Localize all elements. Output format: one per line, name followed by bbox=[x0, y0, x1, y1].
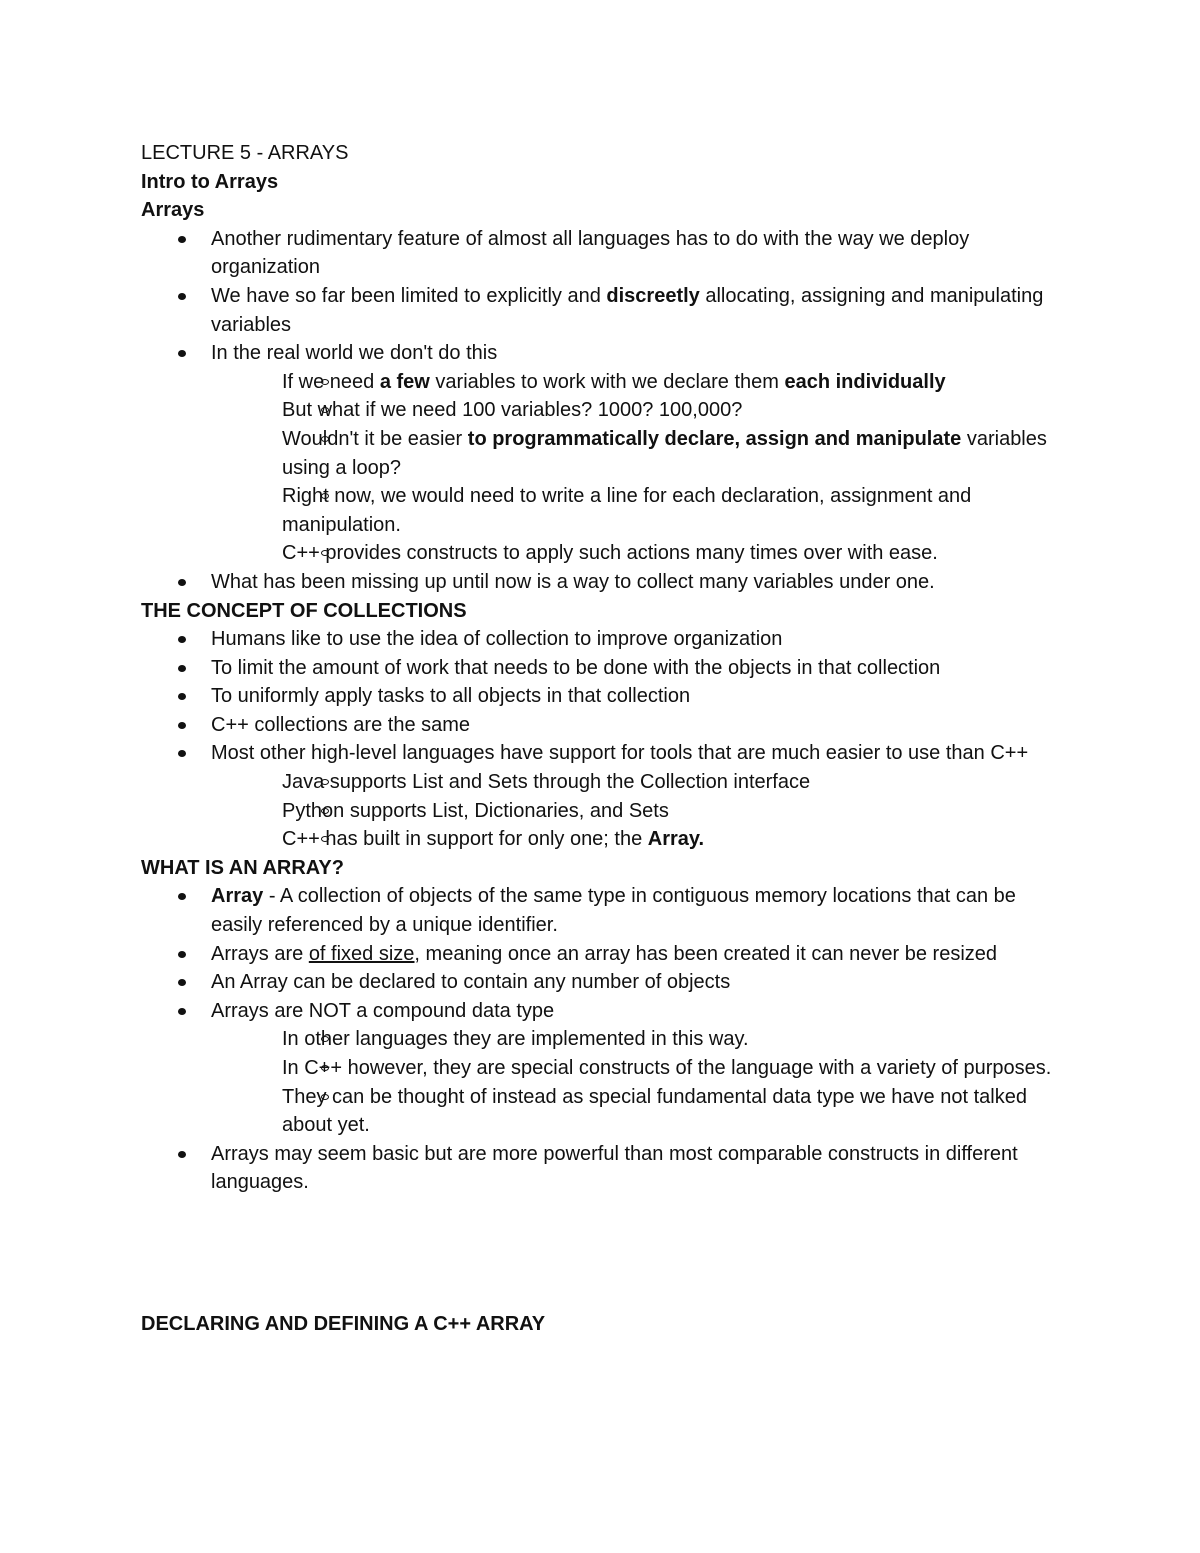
bullet-text: In the real world we don't do this bbox=[211, 342, 498, 365]
bullet-text: What has been missing up until now is a way to collect many variables under one. bbox=[211, 570, 935, 593]
list-item bbox=[141, 282, 1071, 339]
collections-bullet-list bbox=[141, 625, 1071, 854]
bullet-text: Most other high-level languages have support for tools that are much easier to use than C++ bbox=[211, 742, 1029, 765]
list-item bbox=[141, 997, 1071, 1140]
sub-list-item bbox=[211, 1025, 1071, 1054]
what-is-array-bullet-list bbox=[141, 882, 1071, 1197]
underlined-text: of fixed size, bbox=[308, 942, 420, 965]
bullet-text: variables using a loop? bbox=[282, 427, 1047, 479]
bullet-text: C++ provides constructs to apply such actions many times over with ease. bbox=[282, 542, 938, 565]
document-content bbox=[141, 139, 1071, 1339]
bold-text: discreetly bbox=[606, 284, 700, 307]
bold-text: Array. bbox=[647, 828, 705, 851]
list-item bbox=[141, 968, 1071, 997]
list-item bbox=[141, 654, 1071, 683]
arrays-heading: Arrays bbox=[141, 199, 205, 222]
list-item bbox=[141, 339, 1071, 568]
sub-list-item bbox=[211, 1083, 1071, 1140]
lecture-title: LECTURE 5 - ARRAYS bbox=[141, 142, 349, 164]
sub-bullet-list bbox=[281, 1025, 1071, 1139]
bold-text: each individually bbox=[784, 370, 946, 393]
sub-list-item bbox=[211, 1054, 1071, 1083]
sub-list-item bbox=[211, 425, 1071, 482]
what-is-array-heading: WHAT IS AN ARRAY? bbox=[141, 856, 344, 879]
bullet-text: But what if we need 100 variables? 1000? 100,000? bbox=[282, 399, 743, 422]
bullet-text: To uniformly apply tasks to all objects in that collection bbox=[211, 685, 691, 708]
intro-heading: Intro to Arrays bbox=[141, 170, 279, 193]
sub-bullet-list bbox=[281, 368, 1071, 568]
bold-text: a few bbox=[379, 370, 430, 393]
bullet-text: - A collection of objects of the same type in contiguous memory locations that can be easily referenced by a unique identifier. bbox=[211, 885, 1016, 937]
bullet-text: They can be thought of instead as special fundamental data type we have not talked about yet. bbox=[282, 1085, 1027, 1137]
bullet-text: Arrays are bbox=[211, 942, 309, 965]
list-item bbox=[141, 682, 1071, 711]
bold-text: Array bbox=[211, 885, 264, 908]
arrays-bullet-list bbox=[141, 225, 1071, 597]
bullet-text: Right now, we would need to write a line for each declaration, assignment and manipulation. bbox=[282, 485, 972, 536]
list-item bbox=[141, 625, 1071, 654]
bullet-text: Arrays may seem basic but are more powerful than most comparable constructs in different languages. bbox=[211, 1142, 1018, 1194]
bullet-text: Another rudimentary feature of almost all languages has to do with the way we deploy organization bbox=[211, 227, 970, 279]
bullet-text: C++ collections are the same bbox=[211, 713, 471, 736]
bullet-text: Python supports List, Dictionaries, and Sets bbox=[282, 799, 669, 822]
collections-heading: THE CONCEPT OF COLLECTIONS bbox=[141, 599, 467, 622]
sub-list-item bbox=[211, 768, 1071, 797]
bullet-text: C++ has built in support for only one; the bbox=[282, 828, 648, 851]
list-item bbox=[141, 739, 1071, 853]
list-item bbox=[141, 1140, 1071, 1197]
list-item bbox=[141, 940, 1071, 969]
list-item bbox=[141, 225, 1071, 282]
bullet-text: Arrays are NOT a compound data type bbox=[211, 999, 555, 1022]
list-item bbox=[141, 568, 1071, 597]
sub-bullet-list bbox=[281, 768, 1071, 854]
list-item bbox=[141, 711, 1071, 740]
spacer bbox=[141, 1197, 1071, 1310]
bullet-text: In C++ however, they are special constructs of the language with a variety of purposes. bbox=[282, 1057, 1052, 1079]
bullet-text: meaning once an array has been created it can never be resized bbox=[419, 942, 998, 965]
list-item bbox=[141, 882, 1071, 939]
bullet-text: To limit the amount of work that needs to be done with the objects in that collection bbox=[211, 656, 941, 679]
sub-list-item bbox=[211, 368, 1071, 397]
sub-list-item bbox=[211, 539, 1071, 568]
bullet-text: In other languages they are implemented in this way. bbox=[282, 1028, 749, 1051]
sub-list-item bbox=[211, 482, 1071, 539]
sub-list-item bbox=[211, 797, 1071, 826]
bullet-text: Wouldn't it be easier bbox=[282, 427, 468, 450]
declaring-heading: DECLARING AND DEFINING A C++ ARRAY bbox=[141, 1312, 546, 1335]
bullet-text: If we need bbox=[282, 370, 380, 393]
bullet-text: Java supports List and Sets through the Collection interface bbox=[282, 771, 811, 794]
bullet-text: Humans like to use the idea of collection to improve organization bbox=[211, 628, 783, 651]
bold-text: to programmatically declare, assign and manipulate bbox=[467, 427, 962, 450]
bullet-text: An Array can be declared to contain any number of objects bbox=[211, 971, 731, 994]
bullet-text: We have so far been limited to explicitly and bbox=[211, 284, 607, 307]
sub-list-item bbox=[211, 396, 1071, 425]
sub-list-item bbox=[211, 825, 1071, 854]
bullet-text: allocating, assigning and manipulating variables bbox=[211, 284, 1044, 336]
bullet-text: variables to work with we declare them bbox=[429, 370, 785, 393]
